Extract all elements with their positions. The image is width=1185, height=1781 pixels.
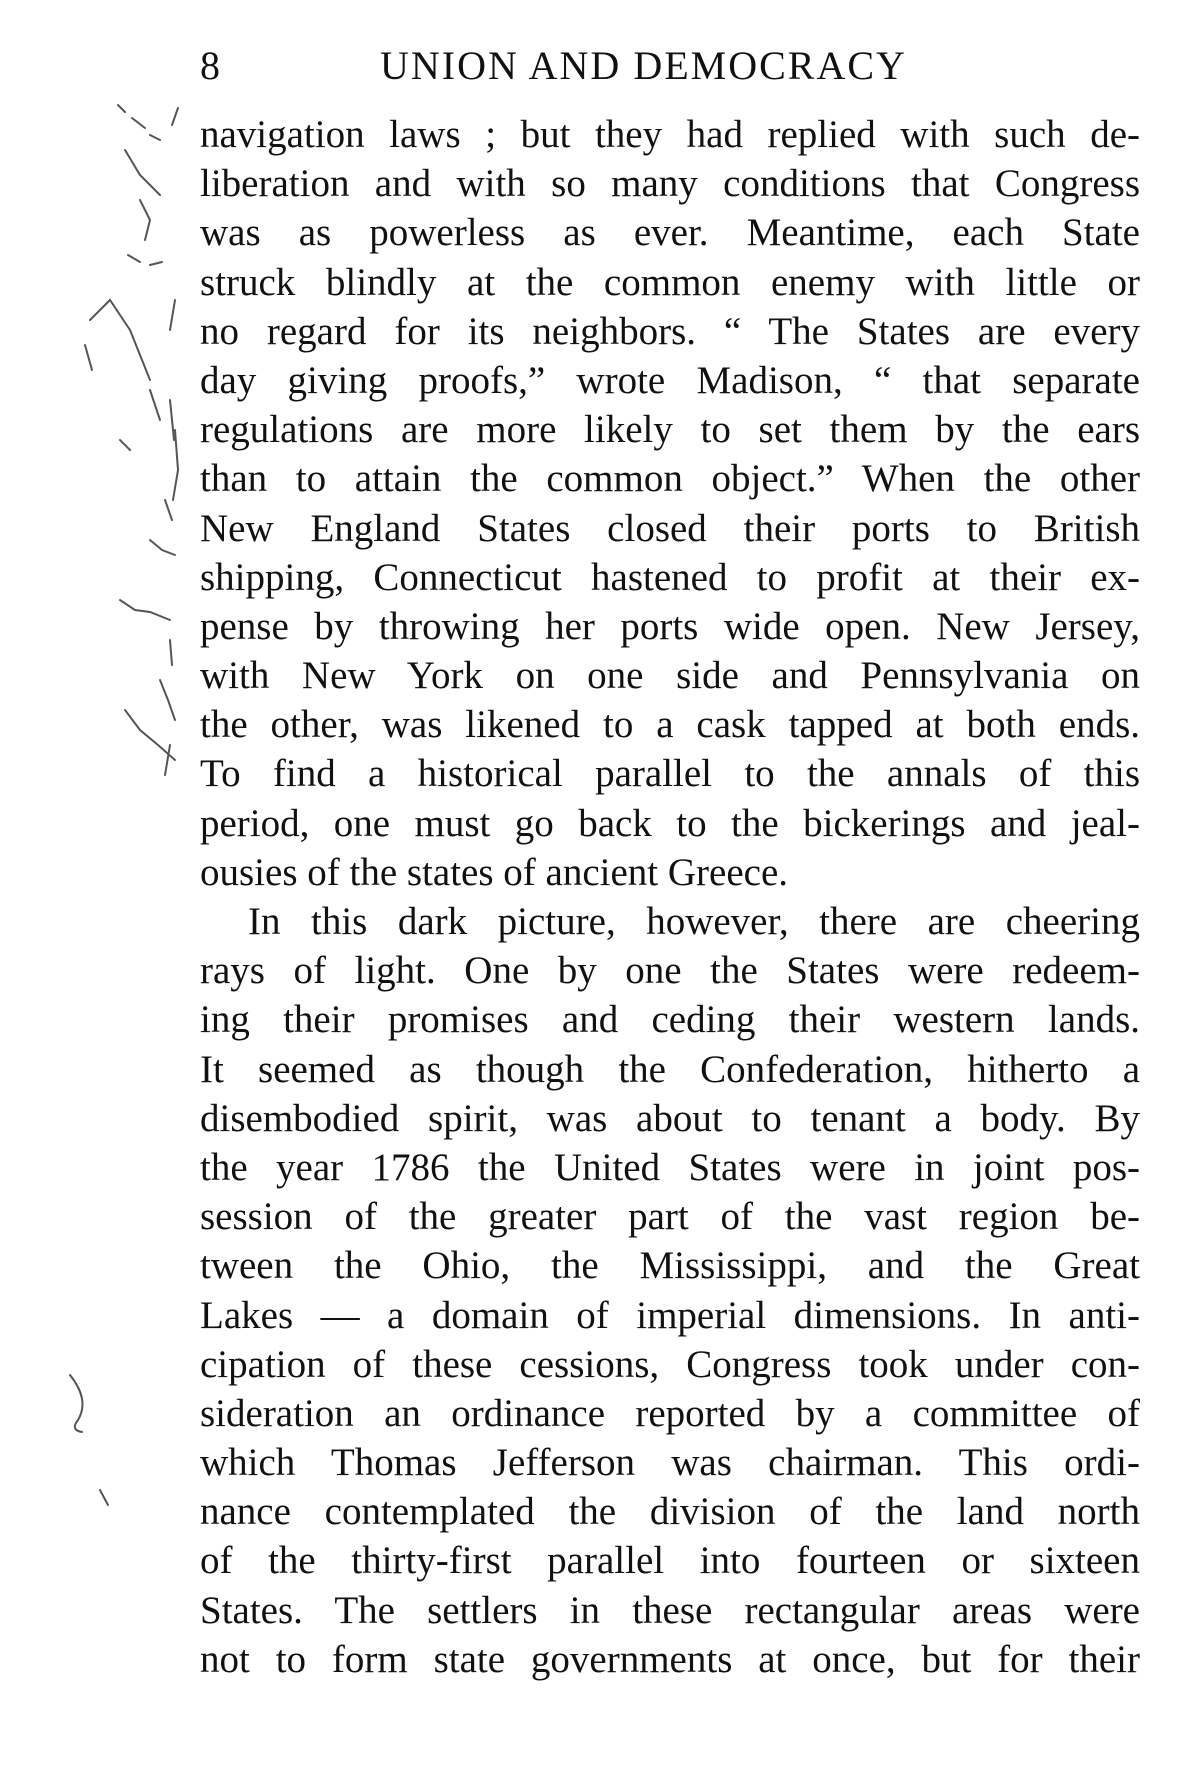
text-line: It seemed as though the Confederation, hitherto a: [200, 1047, 1140, 1091]
text-line: disembodied spirit, was about to tenant a body. By: [200, 1096, 1140, 1140]
text-line: the other, was likened to a cask tapped at both ends.: [200, 703, 1140, 747]
text-line: day giving proofs,” wrote Madison, “ that separate: [200, 358, 1140, 402]
text-line: To find a historical parallel to the annals of this: [200, 752, 1140, 796]
text-line: In this dark picture, however, there are cheering: [248, 900, 1140, 943]
body-text: [200, 110, 1140, 1684]
text-line: shipping, Connecticut hastened to profit at their ex-: [200, 555, 1140, 599]
text-line: period, one must go back to the bickerings and jeal-: [200, 801, 1140, 845]
page-number: 8: [200, 43, 221, 88]
text-line: navigation laws ; but they had replied with such de-: [200, 113, 1140, 156]
page-header: [190, 32, 1080, 92]
text-line: States. The settlers in these rectangular areas were: [200, 1588, 1140, 1632]
text-line: rays of light. One by one the States were redeem-: [200, 949, 1140, 993]
text-line: tween the Ohio, the Mississippi, and the Great: [200, 1244, 1140, 1288]
text-line: than to attain the common object.” When the other: [200, 457, 1140, 501]
text-line: the year 1786 the United States were in joint pos-: [200, 1145, 1140, 1189]
text-line: struck blindly at the common enemy with little or: [200, 260, 1140, 304]
text-line: not to form state governments at once, but for their: [200, 1637, 1140, 1681]
text-line: sideration an ordinance reported by a committee of: [200, 1391, 1140, 1435]
text-line: session of the greater part of the vast region be-: [200, 1195, 1140, 1239]
paragraph-1: [200, 110, 1140, 897]
text-line: pense by throwing her ports wide open. New Jersey,: [200, 604, 1140, 648]
text-line: of the thirty-first parallel into fourteen or sixteen: [200, 1539, 1140, 1583]
text-line: nance contemplated the division of the land north: [200, 1490, 1140, 1534]
text-line: was as powerless as ever. Meantime, each State: [200, 211, 1140, 255]
text-line: New England States closed their ports to British: [200, 506, 1140, 550]
text-line: regulations are more likely to set them by the ears: [200, 408, 1140, 452]
text-line: Lakes — a domain of imperial dimensions. In anti-: [200, 1293, 1140, 1337]
text-line: with New York on one side and Pennsylvania on: [200, 654, 1140, 698]
text-line: no regard for its neighbors. “ The States are every: [200, 309, 1140, 353]
text-line: ing their promises and ceding their western lands.: [200, 998, 1140, 1042]
text-line: liberation and with so many conditions that Congress: [200, 162, 1140, 206]
running-title: UNION AND DEMOCRACY: [380, 43, 907, 88]
paragraph-2: [200, 897, 1140, 1684]
text-line: cipation of these cessions, Congress took under con-: [200, 1342, 1140, 1386]
text-line: which Thomas Jefferson was chairman. This ordi-: [200, 1441, 1140, 1485]
handwritten-margin-marks: [0, 0, 200, 1781]
text-line: ousies of the states of ancient Greece.: [200, 850, 789, 894]
